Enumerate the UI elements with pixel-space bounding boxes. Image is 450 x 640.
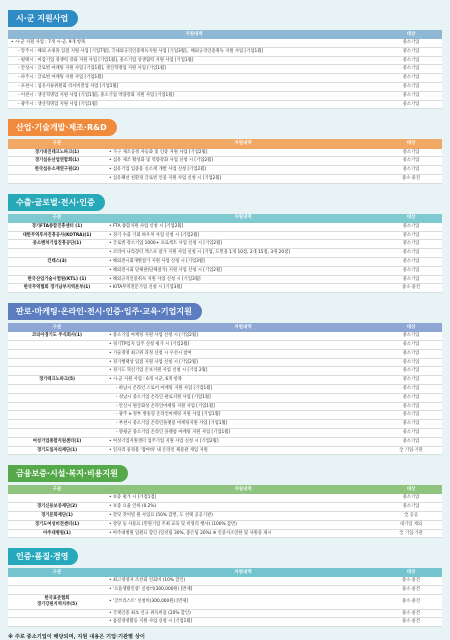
header-category: 구분 (8, 214, 106, 223)
table-row (8, 65, 442, 74)
row-target: 중소·중견 (380, 284, 442, 293)
table-row (8, 340, 442, 349)
header-target: 대상 (380, 485, 442, 494)
row-target: 중소기업 (380, 437, 442, 446)
row-category (8, 586, 106, 595)
row-target: 중소기업 (380, 367, 442, 376)
row-detail: • 섬유기업 입증용 신소재 개발 사업 신청 [기업2월] (106, 166, 380, 175)
row-target: 중소기업 (380, 384, 442, 393)
row-detail: • 중소기업 마케팅 지원 사업 신청 시 [기업2월] (106, 332, 380, 340)
section-title: 금융보증·시설·복지·비용지원 (8, 465, 128, 482)
row-detail: - 파주시 : 글로벌 마케팅 지원 사업 [기업1월] (8, 74, 380, 83)
support-table (8, 568, 442, 627)
row-target: 중소기업 (380, 223, 442, 231)
row-detail: • '글쓰리스트' 신청비(300,000원) [면제] (106, 595, 380, 610)
row-category: 킨텍스(3) (8, 257, 106, 266)
row-detail: • 가구 제조공정 자동화 및 인증 지원 사업 [기업2월] (106, 149, 380, 157)
table-row (8, 393, 442, 402)
support-table (8, 214, 442, 293)
row-category (8, 428, 106, 437)
row-target: 중소기업 (380, 39, 442, 47)
row-target: 대기업 제외 (380, 520, 442, 529)
section-export-global (8, 190, 442, 293)
row-target: 중소·중견 (380, 577, 442, 585)
row-category: 한국무역협회 경기남부지역본부(1) (8, 284, 106, 293)
row-target: 중소기업 (380, 340, 442, 349)
row-category: 한국산업기술시험원(KTL) (1) (8, 275, 106, 284)
row-category: 여성기업종합지원센터(1) (8, 437, 106, 446)
table-body (8, 39, 442, 109)
row-detail: • 여성기업지원센터 입주기업 지원 사업 신청 시 [기업2월] (106, 437, 380, 446)
row-target: 중소·중견 (380, 609, 442, 618)
row-detail: • 해외전시회개별참가 지원 사업 신청 시 [기업3월] (106, 257, 380, 266)
row-target: 全 기업·기관 (380, 529, 442, 538)
row-category: 경기테크노파크(5) (8, 376, 106, 385)
table-row (8, 512, 442, 521)
row-detail: • 섬유패션 친환경 글로벌 인증 지원 사업 신청 시 [기업2월] (106, 174, 380, 183)
row-detail: - 성남시 중소기업 온라인 판로지원 사업 [기업1월] (106, 393, 380, 402)
row-category: 경기FTA종합진흥센터 (1) (8, 223, 106, 231)
section-title: 인증·품질·경영 (8, 548, 78, 565)
row-detail: • 섬유 제조 활성화 및 역량강화 사업 신청 시 [기업2월] (106, 157, 380, 166)
row-category: 코리아경기도 주식회사(1) (8, 332, 106, 340)
row-target: 중소기업 (380, 166, 442, 175)
table-row (8, 74, 442, 83)
table-row (8, 39, 442, 47)
row-detail: • 강당 등 사용료 (민원기업 주최 교육 및 비영리 행사) (100% 감면) (106, 520, 380, 529)
row-detail: • 경기도 혁신기업 온보지원 사업 신청 시 [기업 2월] (106, 367, 380, 376)
row-target: 중소기업 (380, 420, 442, 429)
header-details: 지원내역 (106, 485, 380, 494)
header-category: 구분 (8, 568, 106, 577)
row-target: 중소·중견 (380, 618, 442, 627)
row-category (8, 249, 106, 258)
row-category (8, 393, 106, 402)
table-row (8, 376, 442, 385)
row-target: 중소·중견 (380, 595, 442, 610)
table-row (8, 384, 442, 393)
row-detail: - 안성시 : 글로벌 마케팅 지원 사업 [기업1월], 생산혁명업 지원 사업 [기업1월] (8, 65, 380, 74)
section-city-county (8, 6, 442, 109)
row-target: 중소기업 (380, 91, 442, 100)
section-marketing (8, 299, 442, 455)
table-row (8, 437, 442, 446)
row-target: 중소기업 (380, 503, 442, 512)
table-row (8, 56, 442, 65)
table-row (8, 349, 442, 358)
row-category (8, 349, 106, 358)
row-category: 한국표준협회 경기강원지역지부(5) (8, 595, 106, 610)
section-title: 판로·마케팅·온라인·전시·인증·입주·교육·기업지원 (8, 303, 202, 320)
table-row (8, 595, 442, 610)
table-body (8, 149, 442, 184)
row-target: 중소기업 (380, 149, 442, 157)
header-details: 지원내역 (106, 214, 380, 223)
row-detail: • 코리아 나라장터 엑스포 참가 지원 사업 신청 시 [기업, 도민용 1개 10점, 2개 15점, 3개 20점] (106, 249, 380, 258)
row-detail: • 갓닷 갓미빌 원 사업료 (50% 감면, 도 선택 공공기관) (106, 512, 380, 521)
table-row (8, 332, 442, 340)
table-row (8, 100, 442, 109)
row-detail: - 이천시 : 생산혁명업 지원 사업 [기업1월], 중소기업 역량강화 지원 사업 [기업1월] (8, 91, 380, 100)
row-category (8, 577, 106, 585)
row-category (8, 618, 106, 627)
table-row (8, 284, 442, 293)
row-category: 경기신용보증재단(2) (8, 503, 106, 512)
table-row (8, 503, 442, 512)
section-industry-rnd (8, 115, 442, 183)
header-target: 대상 (380, 323, 442, 332)
row-category: 경기섬유산업연합회(1) (8, 157, 106, 166)
row-target: 중소기업 (380, 100, 442, 109)
table-row (8, 91, 442, 100)
section-title: 산업·기술개발·제조·R&D (8, 119, 117, 136)
row-category: 경기대진테크노파크(1) (8, 149, 106, 157)
row-target: 중소기업 (380, 275, 442, 284)
row-detail: • 최고경영자 조찬회 연회비 (10% 할인) (106, 577, 380, 585)
table-row (8, 249, 442, 258)
header-target: 대상 (380, 568, 442, 577)
table-row (8, 494, 442, 502)
header-target: 대상 (380, 214, 442, 223)
row-detail: • 보증 평가 시 [가점1점] (106, 494, 380, 502)
row-detail: • 보증 요율 인하 (0.2%) (106, 503, 380, 512)
table-row (8, 577, 442, 585)
header-category: 구분 (8, 485, 106, 494)
table-row (8, 446, 442, 455)
table-row (8, 367, 442, 376)
table-row (8, 157, 442, 166)
support-table (8, 323, 442, 455)
table-row (8, 618, 442, 627)
row-target: 全 공공 (380, 512, 442, 521)
row-target: 중소기업 (380, 349, 442, 358)
table-body (8, 577, 442, 626)
row-detail: • 경기 수출 기회 바우처 사업 신청 시 [기업2월] (106, 231, 380, 240)
support-table (8, 139, 442, 183)
table-row (8, 257, 442, 266)
row-detail: - 안산시 원산화성 온라인마케팅 지원 사업 [기업1월] (106, 402, 380, 411)
row-category (8, 384, 106, 393)
row-target: 중소기업 (380, 257, 442, 266)
row-detail: - 광주 e-정부 방송형 온라인마케팅 지원 사업 [기업1월] (106, 411, 380, 420)
row-category (8, 402, 106, 411)
header-details: 지원내역 (106, 139, 380, 148)
row-detail: • 일자리 풍경용 '잡아바' 내 온라인 채용관 게임 지원 (106, 446, 380, 455)
table-row (8, 166, 442, 175)
row-detail: - 알주시 : 해외 쇼핑몰 입점 지원 사업 [기업7월], 국내외규격인증취득지원 사업 [기업3월], 해외규격인증취득 지원 사업 [기업1월] (8, 47, 380, 56)
table-row (8, 358, 442, 367)
support-table (8, 30, 442, 109)
row-category (8, 340, 106, 349)
row-detail: • 해외규격인증취득 지원 사업 신청 시 [기업3월] (106, 275, 380, 284)
row-target: 중소기업 (380, 358, 442, 367)
row-detail: - 평택시 : 마감기업 경쟁력 강화 지원 사업 [기업1월], 중소기업 상생협력 지원 사업 [기업1월] (8, 56, 380, 65)
row-target: 중소기업 (380, 494, 442, 502)
table-row (8, 83, 442, 92)
row-category (8, 494, 106, 502)
row-target: 중소기업 (380, 157, 442, 166)
row-target: 중소기업 (380, 65, 442, 74)
row-category: 한국섬유소재연구원(2) (8, 166, 106, 175)
footnote: ※ 주로 중소기업이 해당되며, 지원 내용은 기업·기관별 상이 (8, 634, 145, 640)
header-target: 대상 (380, 30, 442, 39)
row-detail: • 경기TP입지 입주 신청 평가 시 [기업2월] (106, 340, 380, 349)
header-category: 구분 (8, 139, 106, 148)
table-body (8, 332, 442, 455)
row-target: 중소기업 (380, 411, 442, 420)
row-category (8, 420, 106, 429)
table-row (8, 149, 442, 157)
table-row (8, 529, 442, 538)
header-details: 지원내역 (106, 323, 380, 332)
row-category: 경기도여성비전센터(1) (8, 520, 106, 529)
row-category: 경기문화재단(1) (8, 512, 106, 521)
benefits-page (8, 6, 442, 640)
section-finance (8, 461, 442, 538)
row-target: 중소기업 (380, 47, 442, 56)
row-target: 중소기업 (380, 74, 442, 83)
row-detail: • 기술경영 최고위 과정 신청 시 우선시 참여 (106, 349, 380, 358)
row-detail: • 해외전시회 단체관(단체참가) 지원 사업 신청 시 [기업2월] (106, 266, 380, 275)
header-details: 지원내역 (8, 30, 380, 39)
row-target: 중소기업 (380, 402, 442, 411)
row-target: 중소기업 (380, 376, 442, 385)
row-detail: - 양평군 중소기업 온라인 플랫폼 마케팅 지원 사업 [기업1월] (106, 428, 380, 437)
row-detail: • 글로벌 강소기업 1000+ 프로젝트 사업 신청 시 [기업2월] (106, 240, 380, 249)
row-category (8, 266, 106, 275)
table-row (8, 609, 442, 618)
header-category: 구분 (8, 323, 106, 332)
row-category (8, 358, 106, 367)
row-category: 아주대병원(1) (8, 529, 106, 538)
row-detail: • KITA무역전문가업 신청 시 [기업3월] (106, 284, 380, 293)
table-row (8, 223, 442, 231)
table-row (8, 240, 442, 249)
section-title: 수출·글로벌·전시·인증 (8, 194, 105, 211)
table-row (8, 402, 442, 411)
row-target: 중소기업 (380, 266, 442, 275)
row-detail: - 하남시 온라인 스토어 마케팅 지원 사업 [기업1월] (106, 384, 380, 393)
row-target: 중소기업 (380, 332, 442, 340)
row-category: 중소벤처기업진흥공단(1) (8, 240, 106, 249)
row-detail: • FTA 종합지원 사업 신청 시 [기업2월] (106, 223, 380, 231)
row-category (8, 411, 106, 420)
header-target: 대상 (380, 139, 442, 148)
row-target: 중소기업 (380, 56, 442, 65)
table-row (8, 520, 442, 529)
table-row (8, 428, 442, 437)
row-category (8, 609, 106, 618)
row-detail: - 부천시 중소기업 온라인플랫폼 마케팅지원 사업 [기업1월] (106, 420, 380, 429)
row-category (8, 367, 106, 376)
table-row (8, 231, 442, 240)
table-body (8, 494, 442, 537)
row-detail: • 시·군 지원 사업 : 7개 시·군, 9개 항목 (8, 39, 380, 47)
section-certification (8, 544, 442, 627)
row-target: 중소기업 (380, 428, 442, 437)
table-row (8, 586, 442, 595)
table-row (8, 420, 442, 429)
table-row (8, 266, 442, 275)
row-detail: - 광주시 : 생산혁명업 지원 사업 [기업1월] (8, 100, 380, 109)
table-row (8, 47, 442, 56)
row-category: 대한무역투자진흥공사(KOTRA)(1) (8, 231, 106, 240)
row-target: 중소기업 (380, 83, 442, 92)
table-row (8, 174, 442, 183)
row-detail: • 국제인증 최초 신규 취득비용 (20% 할인) (106, 609, 380, 618)
row-detail: • 시·군 지원 사업 : 6개 시군, 6개 항목 (106, 376, 380, 385)
section-title: 시·군 지원사업 (8, 10, 78, 27)
table-body (8, 223, 442, 293)
row-detail: - 포천시 : 섬유지류위원회 리서비결업 사업 [기업1월] (8, 83, 380, 92)
support-table (8, 485, 442, 538)
row-target: 全 기업·기관 (380, 446, 442, 455)
row-target: 중소기업 (380, 393, 442, 402)
row-target: 중소·중견 (380, 586, 442, 595)
row-detail: • 아주대병원 입원료 할인 (일선팀 30%, 좋은팀 20%) ※ 인증서소연한 및 사원증 제시 (106, 529, 380, 538)
row-category: 경기도일자리재단(1) (8, 446, 106, 455)
row-target: 중소기업 (380, 231, 442, 240)
row-detail: • '으뜸생활인증' 신청비(300,000원) [면제] (106, 586, 380, 595)
table-row (8, 275, 442, 284)
row-target: 중소·중견 (380, 174, 442, 183)
table-row (8, 411, 442, 420)
row-target: 중소기업 (380, 249, 442, 258)
row-target: 중소기업 (380, 240, 442, 249)
row-category (8, 174, 106, 183)
row-detail: • 경기행택상 입점 지원 사업 신청 시 [기업2월] (106, 358, 380, 367)
header-details: 지원내역 (106, 568, 380, 577)
row-detail: • 품질경영활동 지원 사업 신청 시 [기업1월] (106, 618, 380, 627)
